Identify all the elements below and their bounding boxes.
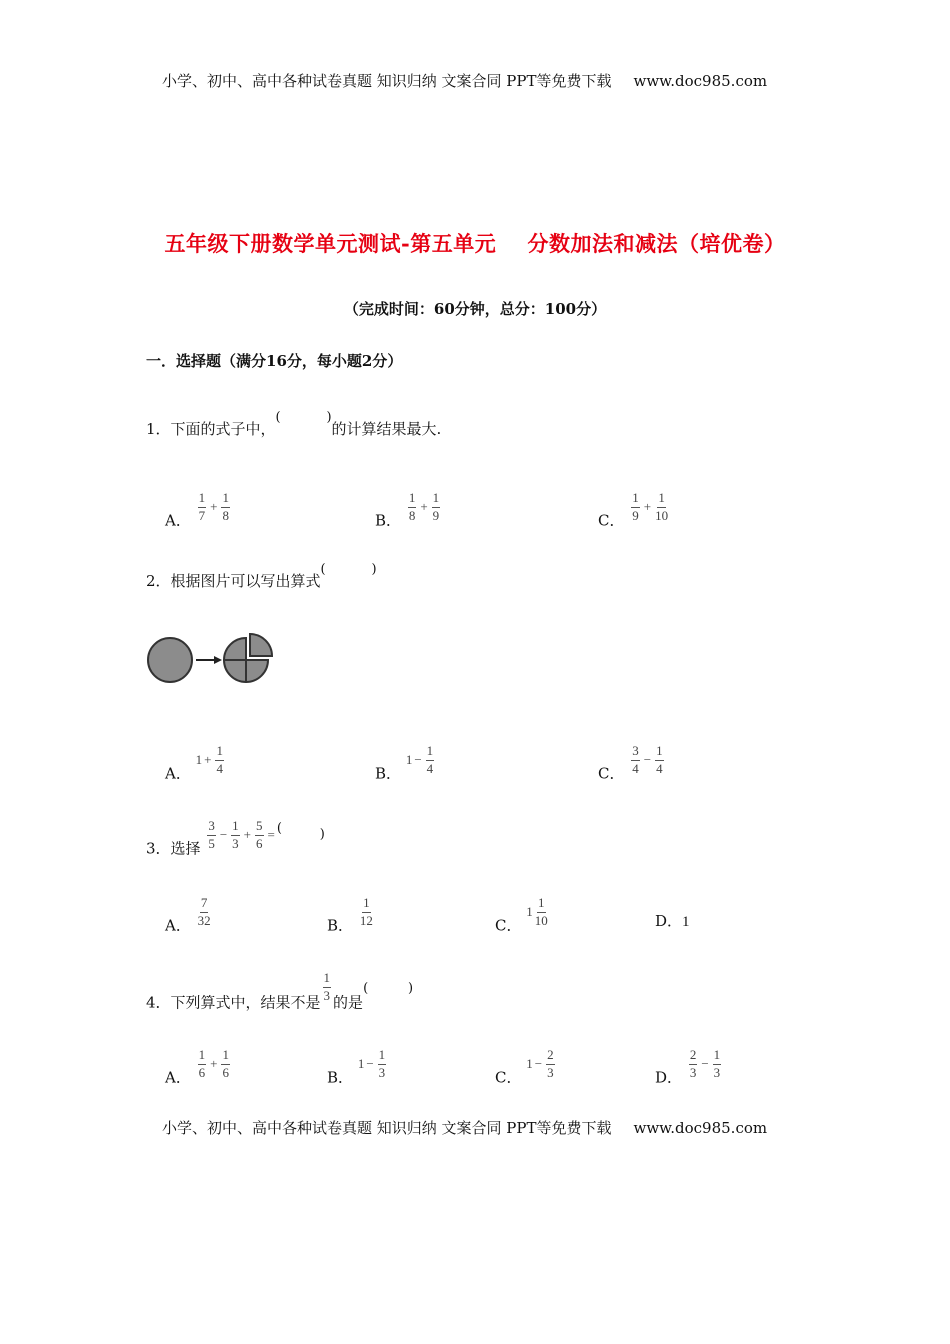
fraction: $\frac{1}{4}$ (656, 743, 663, 776)
option-expression: $\frac{1}{12}$ (359, 895, 373, 928)
whole-circle (148, 638, 192, 682)
banner-text: 小学、初中、高中各种试卷真题 知识归纳 文案合同 PPT等免费下载 (162, 72, 612, 90)
option-letter: C． (598, 511, 625, 530)
option-letter: A． (165, 916, 191, 935)
fraction: $\frac{3}{4}$ (632, 743, 639, 776)
option-letter: D． (655, 912, 683, 930)
option-letter: A． (165, 1068, 191, 1087)
quarter-detached (250, 634, 272, 656)
q3-option-c[interactable] (495, 895, 550, 943)
question-2-text: 2．根据图片可以写出算式 (146, 572, 321, 590)
option-letter: B． (327, 1068, 354, 1087)
section-heading: 一．选择题（满分16分，每小题2分） (146, 352, 403, 370)
q2-option-a[interactable] (165, 743, 226, 791)
arrow-head (214, 656, 222, 664)
question-4-text-tail: 的是 (333, 993, 364, 1012)
fraction: $\frac{1}{7}$ (198, 490, 206, 523)
fraction: $\frac{1}{9}$ (632, 490, 639, 523)
option-expression: $\frac{1}{9}$ + $\frac{1}{10}$ (632, 490, 669, 523)
option-expression: $\frac{1}{7}$ + $\frac{1}{8}$ (198, 490, 229, 523)
option-expression: 1 − $\frac{1}{4}$ (405, 743, 434, 776)
q4-option-d[interactable] (655, 1047, 723, 1095)
answer-blank[interactable]: ( ) (275, 410, 332, 425)
option-letter: D． (655, 1068, 683, 1087)
q1-option-b[interactable] (375, 490, 442, 538)
option-expression: $\frac{1}{8}$ + $\frac{1}{9}$ (408, 490, 440, 523)
banner-url[interactable]: www.doc985.com (633, 1119, 768, 1137)
question-2 (146, 562, 377, 591)
answer-blank[interactable]: ( ) (363, 981, 414, 996)
option-expression: $\frac{2}{3}$ − $\frac{1}{3}$ (689, 1047, 721, 1080)
quarter-bottom-right (246, 660, 268, 682)
question-4-fraction: $\frac{1}{3}$ (323, 970, 331, 1003)
question-4-text: 4．下列算式中，结果不是 (146, 993, 321, 1012)
q4-option-c[interactable] (495, 1047, 557, 1095)
q3-option-b[interactable] (327, 895, 375, 943)
fraction: $\frac{1}{8}$ (222, 490, 229, 523)
header-banner (162, 70, 767, 91)
quarter-bottom-left (224, 660, 246, 682)
option-expression: $\frac{1}{6}$ + $\frac{1}{6}$ (198, 1047, 229, 1080)
question-1-text-tail: 的计算结果最大. (331, 420, 442, 438)
fraction: $\frac{1}{9}$ (432, 490, 440, 523)
q4-option-a[interactable] (165, 1047, 232, 1095)
fraction: $\frac{1}{4}$ (426, 743, 434, 776)
option-letter: C． (598, 764, 625, 783)
option-expression: 1 − $\frac{2}{3}$ (526, 1047, 554, 1080)
option-value: 1 (682, 914, 690, 930)
option-letter: A． (165, 764, 191, 783)
fraction: $\frac{1}{8}$ (408, 490, 416, 523)
question-3-expression: $\frac{3}{5}$ − $\frac{1}{3}$ + $\frac{5}{6}$ = (208, 818, 275, 851)
q2-option-b[interactable] (375, 743, 436, 791)
q2-option-c[interactable] (598, 743, 666, 791)
option-letter: C． (495, 916, 522, 935)
question-1 (146, 410, 442, 439)
circle-division-figure (142, 630, 276, 690)
option-letter: B． (327, 916, 354, 935)
fraction: $\frac{1}{10}$ (655, 490, 669, 523)
option-expression: 1 + $\frac{1}{4}$ (195, 743, 223, 776)
option-expression: 1 $\frac{1}{10}$ (526, 895, 548, 928)
option-expression: $\frac{3}{4}$ − $\frac{1}{4}$ (632, 743, 663, 776)
q4-option-b[interactable] (327, 1047, 388, 1095)
banner-url[interactable]: www.doc985.com (633, 72, 768, 90)
footer-banner (162, 1117, 767, 1138)
option-letter: B． (375, 511, 402, 530)
option-expression: $\frac{7}{32}$ (197, 895, 211, 928)
q3-option-a[interactable] (165, 895, 213, 943)
question-4 (146, 970, 414, 1020)
answer-blank[interactable]: ( ) (320, 562, 377, 577)
q1-option-a[interactable] (165, 490, 232, 538)
answer-blank[interactable]: ( ) (276, 821, 325, 842)
fraction: $\frac{1}{4}$ (216, 743, 223, 776)
option-letter: C． (495, 1068, 522, 1087)
q3-option-d[interactable] (655, 910, 690, 931)
q1-option-c[interactable] (598, 490, 670, 538)
quarter-top-left (224, 638, 246, 660)
question-3 (146, 818, 325, 866)
banner-text: 小学、初中、高中各种试卷真题 知识归纳 文案合同 PPT等免费下载 (162, 1119, 612, 1137)
question-1-text: 1．下面的式子中， (146, 420, 276, 438)
option-letter: A． (165, 511, 191, 530)
option-letter: B． (375, 764, 402, 783)
page-title: 五年级下册数学单元测试-第五单元 分数加法和减法（培优卷） (164, 231, 786, 256)
question-3-text: 3．选择 (146, 839, 201, 858)
option-expression: 1 − $\frac{1}{3}$ (357, 1047, 386, 1080)
page-subtitle: （完成时间：60分钟，总分：100分） (343, 300, 607, 318)
